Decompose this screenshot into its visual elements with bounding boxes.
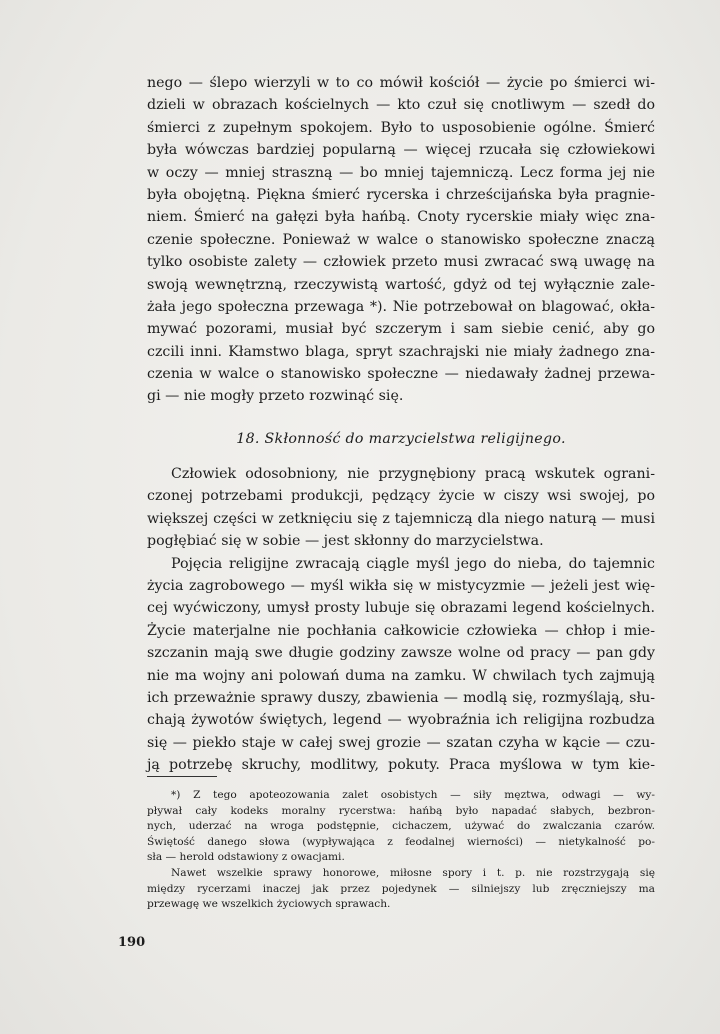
text-line: w oczy — mniej straszną — bo mniej tajemniczą. Lecz forma jej nie [147,164,655,181]
text-line: była obojętną. Piękna śmierć rycerska i chrześcijańska była pragnie- [147,186,655,203]
paragraph-top [147,72,655,408]
page-number: 190 [118,935,146,950]
text-line: Pojęcia religijne zwracają ciągle myśl jego do nieba, do tajemnic [171,555,655,572]
footnote-line: pływał cały kodeks moralny rycerstwa: hańbą było napadać słabych, bezbron- [147,804,655,817]
text-line: większej części w zetknięciu się z tajemniczą dla niego naturą — musi [147,510,655,527]
footnotes [147,788,655,913]
text-line: nego — ślepo wierzyli w to co mówił kościół — życie po śmierci wi- [147,75,655,91]
text-line: śmierci z zupełnym spokojem. Było to usposobienie ogólne. Śmierć [147,119,655,136]
section-body [147,463,655,776]
text-line: Człowiek odosobniony, nie przygnębiony pracą wskutek ograni- [171,466,655,482]
text-line: chają żywotów świętych, legend — wyobraźnia ich religijna rozbudza [147,712,655,729]
text-line: szczanin mają swe długie godziny zawsze wolne od pracy — pan gdy [147,645,655,662]
text-line: życia zagrobowego — myśl wikła się w mistycyzmie — jeżeli jest wię- [147,577,655,594]
footnote-line: *) Z tego apoteozowania zalet osobistych — siły męztwa, odwagi — wy- [171,789,655,801]
text-line: ich przeważnie sprawy duszy, zbawienia — modlą się, rozmyślają, słu- [147,689,655,706]
footnote-line: przewagę we wszelkich życiowych sprawach. [147,898,391,911]
text-line: dzieli w obrazach kościelnych — kto czuł się cnotliwym — szedł do [147,97,655,114]
footnote-line: sła — herold odstawiony z owacjami. [147,851,345,864]
footnote-line: nych, uderzać na wroga podstępnie, cichaczem, używać do zwalczania czarów. [147,820,655,833]
section-heading: 18. Skłonność do marzycielstwa religijnego. [236,431,566,447]
footnote-line: Świętość danego słowa (wypływająca z feodalnej wierności) — nietykalność po- [147,835,655,848]
text-line: niem. Śmierć na gałęzi była hańbą. Cnoty rycerskie miały więc zna- [147,209,655,226]
text-line: pogłębiać się w sobie — jest skłonny do marzycielstwa. [147,533,544,550]
text-line: czenia w walce o stanowisko społeczne — niedawały żadnej przewa- [147,366,655,383]
footnote-divider [147,776,217,777]
text-line: cej wyćwiczony, umysł prosty lubuje się obrazami legend kościelnych. [147,600,655,617]
text-line: gi — nie mogły przeto rozwinąć się. [147,388,404,405]
text-line: Życie materjalne nie pochłania całkowicie człowieka — chłop i mie- [147,622,655,639]
footnote-line: między rycerzami inaczej jak przez pojedynek — silniejszy lub zręczniejszy ma [147,882,655,895]
text-line: tylko osobiste zalety — człowiek przeto musi zwracać swą uwagę na [147,254,655,271]
text-line: swoją wewnętrzną, rzeczywistą wartość, gdyż od tej wyłącznie zale- [147,276,655,293]
footnote-line: Nawet wszelkie sprawy honorowe, miłosne spory i t. p. nie rozstrzygają się [171,866,655,879]
text-line: była wówczas bardziej popularną — więcej rzucała się człowiekowi [147,142,655,159]
text-line: się — piekło staje w całej swej grozie — szatan czyha w kącie — czu- [147,734,655,751]
text-line: mywać pozorami, musiał być szczerym i sam siebie cenić, aby go [147,321,655,338]
text-line: czonej potrzebami produkcji, pędzący życie w ciszy wsi swojej, po [147,488,655,505]
text-line: czcili inni. Kłamstwo blaga, spryt szachrajski nie miały żadnego zna- [147,343,655,360]
text-line: nie ma wojny ani polowań duma na zamku. W chwilach tych zajmują [147,667,655,684]
text-line: czenie społeczne. Ponieważ w walce o stanowisko społeczne znaczą [147,231,655,248]
text-line: żała jego społeczna przewaga *). Nie potrzebował on blagować, okła- [147,298,655,315]
text-line: ją potrzebę skruchy, modlitwy, pokuty. Praca myślowa w tym kie- [147,757,655,774]
